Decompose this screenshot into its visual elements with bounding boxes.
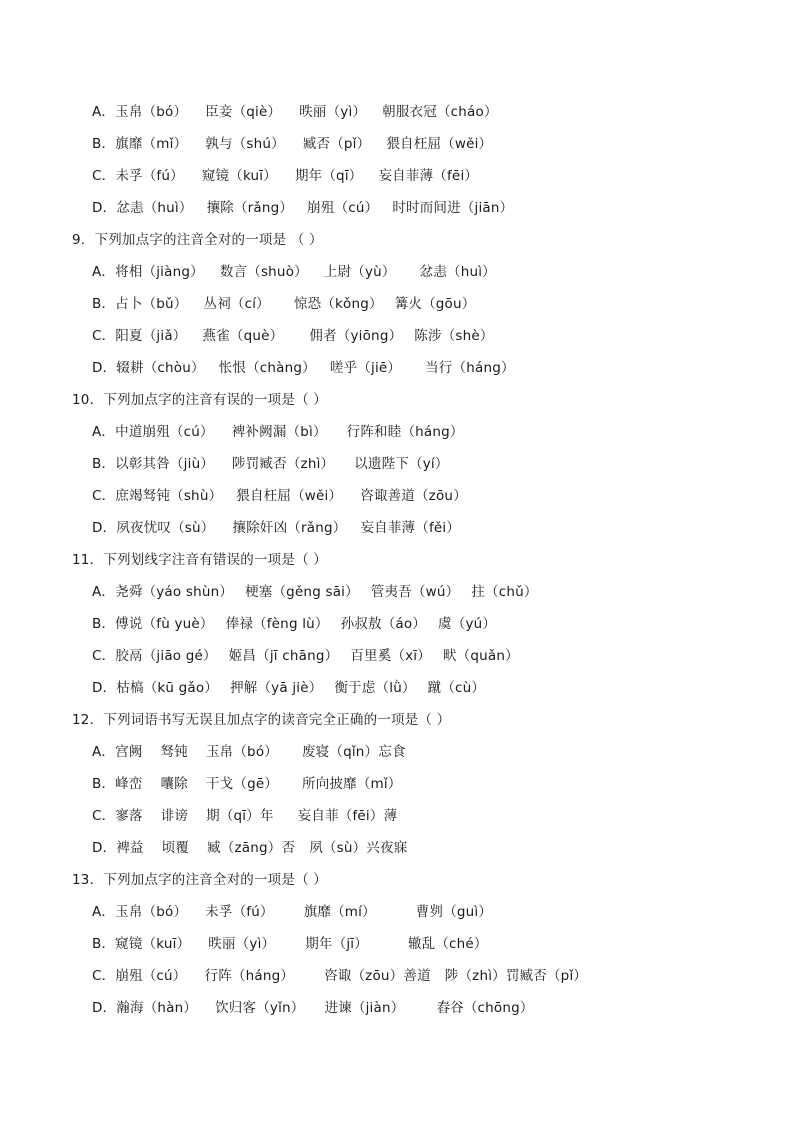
option-item: D．枯槁（kū gǎo）	[92, 680, 219, 696]
option-item: 管夷吾（wú）	[370, 584, 460, 600]
option-item: 咨诹善道（zōu）	[360, 488, 467, 504]
option-item: 忿恚（huì）	[419, 264, 496, 280]
option-item: 窥镜（kuī）	[201, 168, 277, 184]
answer-option	[92, 774, 402, 794]
option-item: D．瀚海（hàn）	[92, 1000, 198, 1016]
option-item: 咨诹（zōu）善道	[324, 968, 431, 984]
option-item: 当行（háng）	[425, 360, 515, 376]
option-item: 旗靡（mí）	[303, 904, 376, 920]
answer-option	[92, 998, 534, 1018]
option-item: 上尉（yù）	[323, 264, 396, 280]
option-item: 废寝（qǐn）忘食	[301, 744, 406, 760]
answer-option	[92, 902, 492, 922]
question-text: 9．下列加点字的注音全对的一项是 （ ）	[72, 232, 323, 248]
option-item: 蹴（cù）	[427, 680, 486, 696]
answer-option	[92, 294, 475, 314]
option-item: 曹刿（guì）	[415, 904, 493, 920]
question-stem	[72, 710, 450, 730]
option-item: A．尧舜（yáo shùn）	[92, 584, 234, 600]
answer-option	[92, 678, 485, 698]
option-item: 驽钝	[160, 744, 188, 760]
option-item: 顷覆	[161, 840, 190, 856]
option-item: 囔除	[160, 776, 188, 792]
option-item: C．胶鬲（jiāo gé）	[92, 648, 217, 664]
question-stem	[72, 390, 327, 410]
option-item: 未孚（fú）	[205, 904, 274, 920]
answer-option	[92, 358, 515, 378]
option-item: 臣妾（qiè）	[205, 104, 282, 120]
option-item: 陟（zhì）罚臧否（pǐ）	[444, 968, 588, 984]
question-stem	[72, 550, 327, 570]
option-item: D．辍耕（chòu）	[92, 360, 205, 376]
option-item: 嗟乎（jiē）	[329, 360, 402, 376]
option-item: 朝服衣冠（cháo）	[382, 104, 498, 120]
question-text: 13．下列加点字的注音全对的一项是（ ）	[72, 872, 327, 888]
answer-option	[92, 934, 488, 954]
answer-option	[92, 582, 538, 602]
option-item: 裨补阙漏（bì）	[231, 424, 327, 440]
option-item: 数言（shuò）	[219, 264, 308, 280]
option-item: 夙（sù）兴夜寐	[309, 840, 408, 856]
option-item: 篝火（gōu）	[394, 296, 476, 312]
option-item: 惊恐（kǒng）	[293, 296, 383, 312]
option-item: D．忿恚（huì）	[92, 200, 193, 216]
answer-option	[92, 806, 397, 826]
question-text: 12．下列词语书写无误且加点字的读音完全正确的一项是（ ）	[72, 712, 451, 728]
option-item: 以遗陛下（yí）	[354, 456, 449, 472]
option-item: A．中道崩殂（cú）	[92, 424, 214, 440]
option-item: 攘除奸凶（rǎng）	[232, 520, 347, 536]
option-item: A．玉帛（bó）	[92, 904, 188, 920]
option-item: B．旗靡（mǐ）	[92, 136, 188, 152]
option-item: 攘除（rǎng）	[206, 200, 294, 216]
option-item: 舂谷（chōng）	[436, 1000, 534, 1016]
option-item: 妄自菲薄（fēi）	[378, 168, 479, 184]
option-item: 拄（chǔ）	[471, 584, 538, 600]
question-stem	[72, 230, 323, 250]
option-item: C．阳夏（jiǎ）	[92, 328, 187, 344]
answer-option	[92, 134, 492, 154]
option-item: 妄自菲薄（fěi）	[360, 520, 461, 536]
option-item: 孰与（shú）	[205, 136, 285, 152]
answer-option	[92, 614, 496, 634]
option-item: 干戈（gē）	[205, 776, 279, 792]
option-item: C．未孚（fú）	[92, 168, 184, 184]
option-item: 姬昌（jī chāng）	[228, 648, 339, 664]
option-item: 玉帛（bó）	[205, 744, 278, 760]
option-item: 崩殂（cú）	[307, 200, 379, 216]
option-item: 行阵和睦（háng）	[346, 424, 464, 440]
answer-option	[92, 262, 496, 282]
question-text: 10．下列加点字的注音有误的一项是（ ）	[72, 392, 327, 408]
question-stem	[72, 870, 327, 890]
option-item: 丛祠（cí）	[203, 296, 270, 312]
option-item: B．以彰其咎（jiù）	[92, 456, 215, 472]
answer-option	[92, 454, 449, 474]
option-item: B．傅说（fù yuè）	[92, 616, 214, 632]
answer-option	[92, 422, 464, 442]
answer-option	[92, 518, 460, 538]
answer-option	[92, 198, 513, 218]
answer-option	[92, 966, 587, 986]
option-item: C．崩殂（cú）	[92, 968, 187, 984]
answer-option	[92, 326, 494, 346]
option-item: C．寥落	[92, 808, 143, 824]
option-item: 畎（quǎn）	[442, 648, 519, 664]
answer-option	[92, 166, 478, 186]
option-item: 燕雀（què）	[202, 328, 284, 344]
option-item: 饮归客（yǐn）	[215, 1000, 305, 1016]
option-item: 期年（qī）	[294, 168, 363, 184]
answer-option	[92, 102, 498, 122]
option-item: 衡于虑（lǜ）	[334, 680, 416, 696]
option-item: B．窥镜（kuī）	[92, 936, 191, 952]
option-item: 期（qī）年	[206, 808, 274, 824]
option-item: B．占卜（bǔ）	[92, 296, 188, 312]
option-item: 昳丽（yì）	[299, 104, 367, 120]
option-item: 百里奚（xī）	[350, 648, 431, 664]
option-item: A．将相（jiàng）	[92, 264, 204, 280]
option-item: 陈涉（shè）	[414, 328, 494, 344]
option-item: 佣者（yiōng）	[309, 328, 403, 344]
option-item: D．裨益	[92, 840, 144, 856]
option-item: 押解（yā jiè）	[230, 680, 323, 696]
option-item: 昳丽（yì）	[208, 936, 276, 952]
option-item: 梗塞（gěng sāi）	[245, 584, 359, 600]
option-item: 俸禄（fèng lù）	[225, 616, 329, 632]
option-item: 臧（zāng）否	[207, 840, 296, 856]
option-item: C．庶竭驽钝（shù）	[92, 488, 223, 504]
option-item: 猥自枉屈（wěi）	[236, 488, 343, 504]
option-item: 辙乱（ché）	[407, 936, 488, 952]
answer-option	[92, 646, 519, 666]
option-item: 时时而间进（jiān）	[392, 200, 514, 216]
option-item: 陟罚臧否（zhì）	[232, 456, 335, 472]
option-item: 所向披靡（mǐ）	[302, 776, 402, 792]
option-item: 诽谤	[160, 808, 189, 824]
option-item: 虞（yú）	[438, 616, 497, 632]
option-item: 进谏（jiàn）	[324, 1000, 405, 1016]
question-text: 11．下列划线字注音有错误的一项是（ ）	[72, 552, 327, 568]
option-item: 臧否（pǐ）	[302, 136, 371, 152]
option-item: A．玉帛（bó）	[92, 104, 188, 120]
answer-option	[92, 742, 406, 762]
option-item: D．夙夜忧叹（sù）	[92, 520, 215, 536]
answer-option	[92, 486, 467, 506]
option-item: 期年（jī）	[305, 936, 368, 952]
option-item: 妄自菲（fēi）薄	[297, 808, 398, 824]
option-item: 孙叔敖（áo）	[340, 616, 427, 632]
answer-option	[92, 838, 407, 858]
option-item: 猥自枉屈（wěi）	[386, 136, 493, 152]
option-item: A．宫阙	[92, 744, 143, 760]
option-item: 行阵（háng）	[204, 968, 295, 984]
option-item: B．峰峦	[92, 776, 143, 792]
option-item: 怅恨（chàng）	[218, 360, 316, 376]
